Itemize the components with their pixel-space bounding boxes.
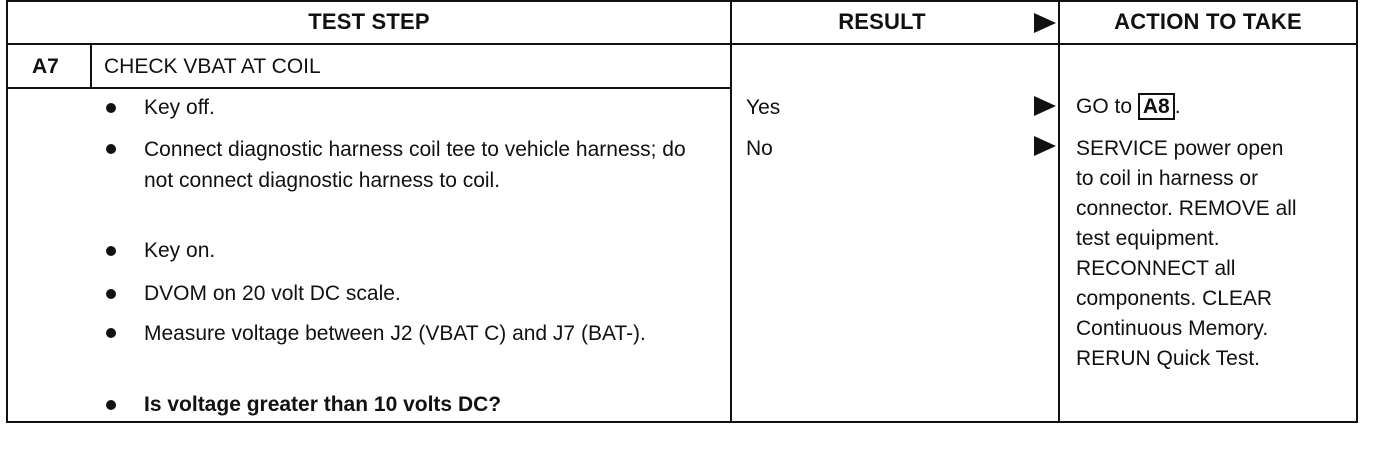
action-no xyxy=(1076,134,1356,374)
bullet-icon xyxy=(106,103,116,113)
bullet-icon xyxy=(106,144,116,154)
header-result: RESULT xyxy=(838,9,926,34)
bullet-item: Key off. xyxy=(144,96,215,119)
bullet-icon xyxy=(106,246,116,256)
bullet-item: DVOM on 20 volt DC scale. xyxy=(144,282,401,305)
result-no: No xyxy=(746,137,773,160)
bullet-item: Connect diagnostic harness coil tee to vehicle harness; do not connect diagnostic harness to coil. xyxy=(144,138,686,192)
table-bottom-border xyxy=(6,421,1358,423)
bullet-icon xyxy=(106,289,116,299)
action-no-line: to coil in harness or xyxy=(1076,167,1259,190)
bullet-icon xyxy=(106,328,116,338)
action-no-line: RERUN Quick Test. xyxy=(1076,347,1260,370)
table-left-border xyxy=(6,0,8,423)
bullet-item: Key on. xyxy=(144,239,216,262)
step-id-divider xyxy=(90,43,92,88)
action-no-line: Continuous Memory. xyxy=(1076,317,1269,340)
action-divider xyxy=(1058,0,1060,423)
result-divider xyxy=(730,0,732,423)
step-title-bottom-border xyxy=(6,87,731,89)
step-id: A7 xyxy=(32,55,59,78)
table-right-border xyxy=(1356,0,1358,423)
header-action: ACTION TO TAKE xyxy=(1114,9,1302,34)
header-arrow-icon xyxy=(1034,13,1056,33)
action-no-line: SERVICE power open xyxy=(1076,137,1284,160)
bullet-item: Measure voltage between J2 (VBAT C) and J7 (BAT-). xyxy=(144,322,646,345)
action-no-line: RECONNECT all xyxy=(1076,257,1236,280)
action-yes xyxy=(1076,92,1181,122)
diagnostic-table xyxy=(6,0,1358,423)
action-no-line: test equipment. xyxy=(1076,227,1220,250)
action-no-line: components. CLEAR xyxy=(1076,287,1273,310)
step-title: CHECK VBAT AT COIL xyxy=(104,55,321,78)
bullet-question: Is voltage greater than 10 volts DC? xyxy=(144,393,502,416)
action-no-line: connector. REMOVE all xyxy=(1076,197,1297,220)
action-yes-suffix: . xyxy=(1174,95,1181,118)
action-yes-prefix: GO to xyxy=(1076,95,1138,118)
result-no-arrow-icon xyxy=(1034,136,1056,156)
bullet-icon xyxy=(106,400,116,410)
result-yes: Yes xyxy=(746,96,781,119)
result-yes-arrow-icon xyxy=(1034,96,1056,116)
step-reference-a8: A8 xyxy=(1138,93,1175,120)
header-test-step: TEST STEP xyxy=(308,9,430,34)
